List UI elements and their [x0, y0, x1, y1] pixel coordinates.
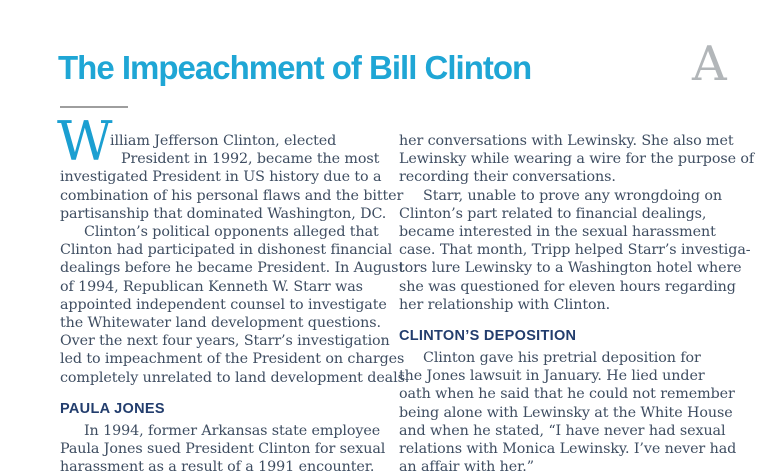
- body-line: Clinton’s political opponents alleged that: [84, 224, 379, 241]
- body-line: dealings before he became President. In August: [60, 260, 405, 277]
- body-line: harassment as a result of a 1991 encounter.: [60, 459, 375, 473]
- body-line: tors lure Lewinsky to a Washington hotel where: [399, 260, 742, 277]
- body-line: investigated President in US history due to a: [60, 169, 382, 186]
- body-line: her relationship with Clinton.: [399, 296, 611, 313]
- body-line: Starr, unable to prove any wrongdoing on: [423, 187, 722, 204]
- body-line: being alone with Lewinsky at the White House: [399, 404, 733, 421]
- body-line: led to impeachment of the President on charges: [60, 351, 405, 368]
- paragraph: [399, 132, 755, 187]
- drop-cap: W: [57, 110, 113, 173]
- body-line: Over the next four years, Starr’s investigation: [60, 333, 390, 350]
- body-line: Paula Jones sued President Clinton for sexual: [60, 441, 386, 458]
- body-line: she was questioned for eleven hours regarding: [399, 278, 736, 295]
- body-line: Lewinsky while wearing a wire for the purpose of: [399, 151, 755, 168]
- paragraph: [60, 223, 410, 387]
- title-rule: [60, 106, 128, 108]
- section-heading: PAULA JONES: [60, 400, 165, 417]
- body-line: Clinton’s part related to financial dealings,: [399, 205, 707, 222]
- body-line: Clinton had participated in dishonest financial: [60, 242, 393, 259]
- body-line: In 1994, former Arkansas state employee: [84, 422, 381, 439]
- body-line: became interested in the sexual harassment: [399, 224, 716, 241]
- paragraph: [60, 422, 386, 473]
- body-line: illiam Jefferson Clinton, elected: [110, 133, 337, 149]
- body-line: recording their conversations.: [399, 169, 616, 186]
- body-line: President in 1992, became the most: [121, 151, 380, 168]
- left-column: [57, 110, 410, 473]
- body-line: partisanship that dominated Washington, DC.: [60, 205, 387, 222]
- alphabetical-index-letter: A: [692, 36, 727, 92]
- body-line: oath when he said that he could not remember: [399, 386, 735, 403]
- body-line: Clinton gave his pretrial deposition for: [423, 350, 701, 367]
- paragraph: [57, 110, 404, 223]
- body-line: appointed independent counsel to investigate: [60, 296, 387, 313]
- body-line: an affair with her.”: [399, 459, 534, 473]
- paragraph: [399, 349, 737, 473]
- body-line: combination of his personal flaws and the bitter: [60, 187, 404, 204]
- page-title: The Impeachment of Bill Clinton: [58, 49, 532, 86]
- body-line: the Whitewater land development questions.: [60, 315, 381, 332]
- body-line: completely unrelated to land development deals.: [60, 369, 410, 386]
- body-line: and when he stated, “I have never had sexual: [399, 422, 726, 439]
- section-heading: CLINTON’S DEPOSITION: [399, 328, 577, 345]
- body-line: the Jones lawsuit in January. He lied under: [399, 368, 705, 385]
- body-line: relations with Monica Lewinsky. I’ve never had: [399, 441, 737, 458]
- body-line: of 1994, Republican Kenneth W. Starr was: [60, 278, 363, 295]
- body-line: case. That month, Tripp helped Starr’s investiga-: [399, 242, 751, 259]
- paragraph: [399, 187, 751, 314]
- body-line: her conversations with Lewinsky. She also met: [399, 133, 734, 149]
- right-column: [399, 132, 755, 473]
